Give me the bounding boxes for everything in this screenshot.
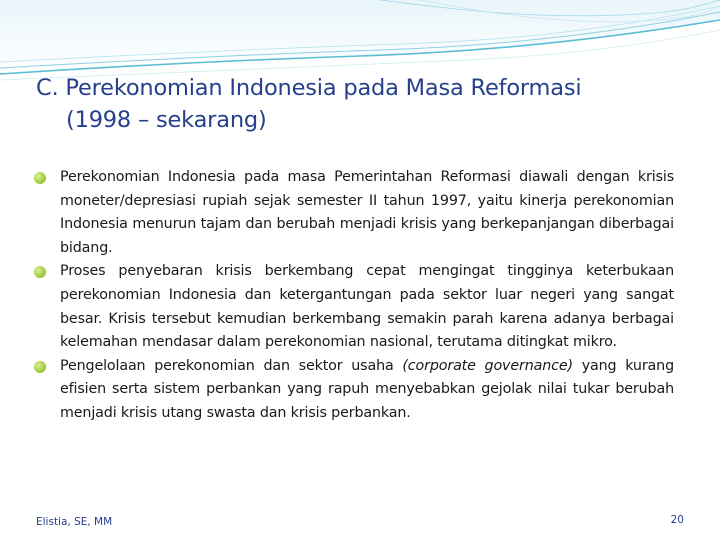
title-line-2: (1998 – sekarang) xyxy=(66,107,267,133)
bullet-item-3 xyxy=(34,355,674,426)
bullet-text-3-italic: (corporate governance) xyxy=(402,357,573,374)
title-line-1: C. Perekonomian Indonesia pada Masa Reformasi xyxy=(36,75,582,101)
bullet-text-3-before: Pengelolaan perekonomian dan sektor usaha xyxy=(60,357,403,374)
slide-title xyxy=(36,72,696,136)
footer-author: Elistia, SE, MM xyxy=(36,516,113,528)
green-circle-bullet-icon xyxy=(34,361,46,373)
bullet-list xyxy=(34,166,674,426)
bullet-text-1: Perekonomian Indonesia pada masa Pemerintahan Reformasi diawali dengan krisis moneter/depresiasi rupiah sejak semester II tahun 1997, yaitu kinerja perekonomian Indonesia menurun tajam dan berubah menjadi krisis yang berkepanjangan diberbagai bidang. xyxy=(60,169,674,256)
green-circle-bullet-icon xyxy=(34,172,46,184)
page-number: 20 xyxy=(670,514,684,526)
bullet-text-3-after: yang kurang efisien serta sistem perbankan yang rapuh menyebabkan gejolak nilai tukar berubah menjadi krisis utang swasta dan krisis perbankan. xyxy=(60,357,675,421)
bullet-item-1 xyxy=(34,166,674,260)
bullet-text-2: Proses penyebaran krisis berkembang cepat mengingat tingginya keterbukaan perekonomian Indonesia dan ketergantungan pada sektor luar negeri yang sangat besar. Krisis tersebut kemudian berkembang semakin parah karena adanya berbagai kelemahan mendasar dalam perekonomian nasional, terutama ditingkat mikro. xyxy=(60,263,674,351)
bullet-item-2 xyxy=(34,260,674,354)
green-circle-bullet-icon xyxy=(34,266,46,278)
